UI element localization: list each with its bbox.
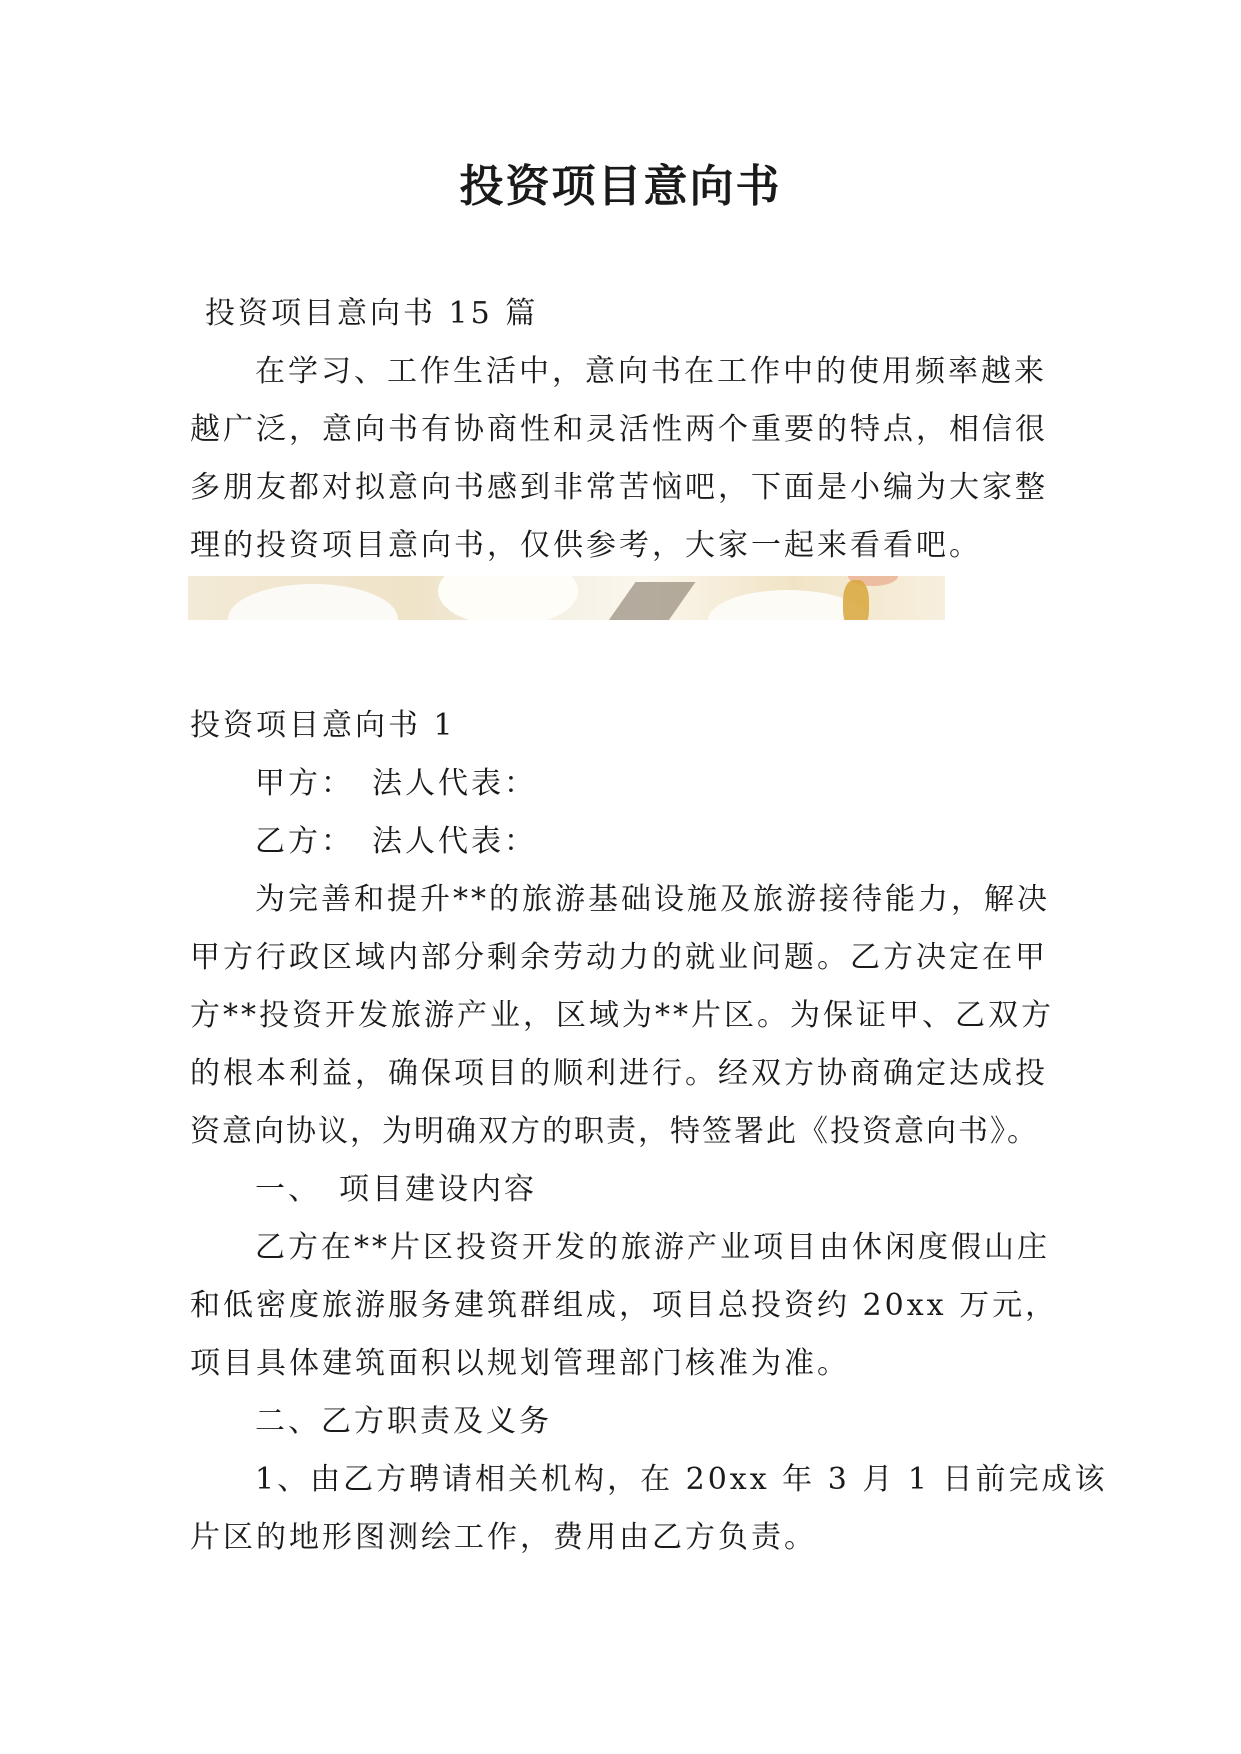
- item1-line: 乙方在**片区投资开发的旅游产业项目由休闲度假山庄: [255, 1230, 1050, 1265]
- body-line: 资意向协议，为明确双方的职责，特签署此《投资意向书》。: [190, 1114, 1039, 1149]
- document-subtitle: 投资项目意向书 15 篇: [205, 296, 539, 331]
- body-line: 甲方行政区域内部分剩余劳动力的就业问题。乙方决定在甲: [190, 940, 1048, 975]
- party-a-line: 甲方： 法人代表：: [255, 766, 537, 801]
- body-line: 方**投资开发旅游产业，区域为**片区。为保证甲、乙双方: [190, 998, 1054, 1033]
- intro-line: 越广泛，意向书有协商性和灵活性两个重要的特点，相信很: [190, 412, 1048, 447]
- item1-line: 项目具体建筑面积以规划管理部门核准为准。: [190, 1346, 850, 1381]
- intro-line: 多朋友都对拟意向书感到非常苦恼吧，下面是小编为大家整: [190, 470, 1048, 505]
- section-heading: 投资项目意向书 1: [190, 708, 456, 743]
- item1-heading: 一、 项目建设内容: [255, 1172, 537, 1207]
- item2-line: 片区的地形图测绘工作，费用由乙方负责。: [190, 1520, 817, 1555]
- item1-line: 和低密度旅游服务建筑群组成，项目总投资约 20xx 万元，: [190, 1288, 1059, 1323]
- party-b-line: 乙方： 法人代表：: [255, 824, 537, 859]
- item2-heading: 二、乙方职责及义务: [255, 1404, 552, 1439]
- intro-line: 理的投资项目意向书，仅供参考，大家一起来看看吧。: [190, 528, 982, 563]
- body-line: 为完善和提升**的旅游基础设施及旅游接待能力，解决: [255, 882, 1050, 917]
- item2-line: 1、由乙方聘请相关机构，在 20xx 年 3 月 1 日前完成该: [255, 1462, 1108, 1497]
- document-title: 投资项目意向书: [459, 161, 782, 212]
- decorative-banner-image: [188, 576, 945, 620]
- body-line: 的根本利益，确保项目的顺利进行。经双方协商确定达成投: [190, 1056, 1048, 1091]
- intro-line: 在学习、工作生活中，意向书在工作中的使用频率越来: [255, 354, 1047, 389]
